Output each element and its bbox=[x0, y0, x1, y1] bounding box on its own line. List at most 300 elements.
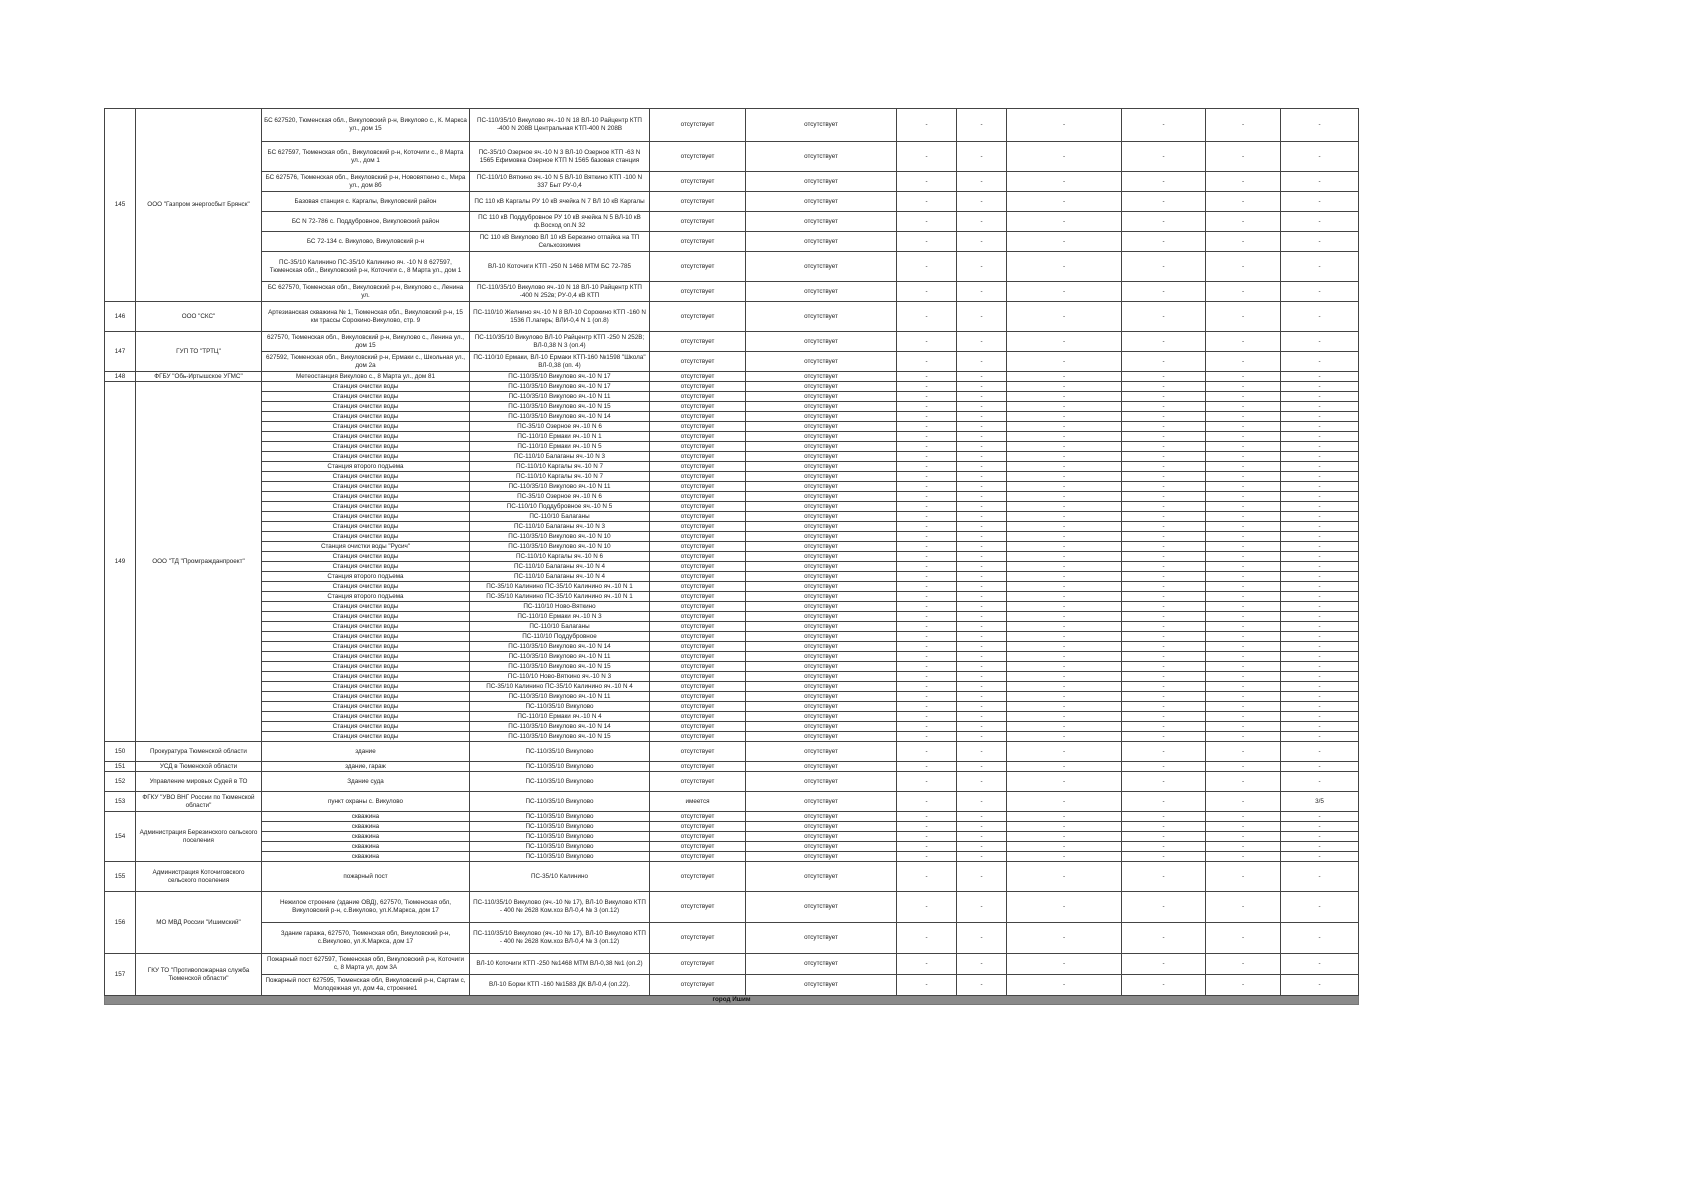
status-cell-1: отсутствует bbox=[650, 662, 746, 672]
power-source-cell: ВЛ-10 Коточиги КТП -250 N 1468 МТМ БС 72-785 bbox=[470, 252, 650, 282]
dash-cell: - bbox=[1122, 412, 1206, 422]
dash-cell: - bbox=[1122, 892, 1206, 923]
dash-cell: - bbox=[957, 482, 1007, 492]
object-address-cell: Здание суда bbox=[262, 772, 470, 792]
object-address-cell: Станция очистки воды bbox=[262, 512, 470, 522]
table-row bbox=[105, 612, 1359, 622]
power-source-cell: ПС 110 кВ Каргалы РУ 10 кВ ячейка N 7 ВЛ 10 кВ Каргалы bbox=[470, 192, 650, 212]
power-source-cell: ПС-35/10 Калинино ПС-35/10 Калинино яч.-10 N 1 bbox=[470, 592, 650, 602]
dash-cell: - bbox=[957, 542, 1007, 552]
power-source-cell: ПС-110/35/10 Викулово яч.-10 N 10 bbox=[470, 532, 650, 542]
object-address-cell: здание bbox=[262, 742, 470, 762]
status-cell-1: отсутствует bbox=[650, 492, 746, 502]
dash-cell: - bbox=[957, 742, 1007, 762]
dash-cell: - bbox=[897, 432, 957, 442]
dash-cell: - bbox=[1206, 702, 1281, 712]
dash-cell: - bbox=[1007, 702, 1122, 712]
dash-cell: - bbox=[1206, 109, 1281, 142]
dash-cell: - bbox=[957, 812, 1007, 822]
dash-cell: - bbox=[957, 142, 1007, 172]
status-cell-1: отсутствует bbox=[650, 422, 746, 432]
dash-cell: - bbox=[1007, 472, 1122, 482]
last-value-cell: - bbox=[1281, 652, 1359, 662]
last-value-cell: - bbox=[1281, 682, 1359, 692]
status-cell-2: отсутствует bbox=[746, 492, 897, 502]
power-source-cell: ПС-110/10 Ново-Вяткино bbox=[470, 602, 650, 612]
object-address-cell: ПС-35/10 Калинино ПС-35/10 Калинино яч. -10 N 8 627597, Тюменская обл., Викуловский р-н, Коточиги с., 8 Марта ул., дом 1 bbox=[262, 252, 470, 282]
object-address-cell: Станция очистки воды bbox=[262, 422, 470, 432]
table-row bbox=[105, 109, 1359, 142]
status-cell-2: отсутствует bbox=[746, 712, 897, 722]
object-address-cell: Станция очистки воды bbox=[262, 732, 470, 742]
last-value-cell: - bbox=[1281, 742, 1359, 762]
power-source-cell: ПС-110/35/10 Викулово (яч.-10 № 17), ВЛ-10 Викулово КТП - 400 № 2628 Ком.хоз ВЛ-0,4 № 3 (оп.12) bbox=[470, 892, 650, 923]
table-row bbox=[105, 352, 1359, 372]
object-address-cell: Пожарный пост 627595, Тюменская обл, Викуловский р-н, Сартам с, Молодежная ул, дом 4а, строение1 bbox=[262, 975, 470, 996]
dash-cell: - bbox=[1007, 592, 1122, 602]
dash-cell: - bbox=[897, 412, 957, 422]
dash-cell: - bbox=[1206, 282, 1281, 302]
dash-cell: - bbox=[897, 702, 957, 712]
dash-cell: - bbox=[1122, 772, 1206, 792]
status-cell-1: отсутствует bbox=[650, 332, 746, 352]
object-address-cell: Станция очистки воды bbox=[262, 492, 470, 502]
status-cell-1: отсутствует bbox=[650, 842, 746, 852]
status-cell-1: отсутствует bbox=[650, 954, 746, 975]
power-source-cell: ПС-110/10 Ермаки яч.-10 N 1 bbox=[470, 432, 650, 442]
dash-cell: - bbox=[1206, 862, 1281, 892]
dash-cell: - bbox=[1206, 372, 1281, 382]
object-address-cell: Станция очистки воды bbox=[262, 642, 470, 652]
table-row bbox=[105, 742, 1359, 762]
power-source-cell: ПС-110/10 Поддубровное bbox=[470, 632, 650, 642]
dash-cell: - bbox=[1206, 562, 1281, 572]
power-source-cell: ПС-110/35/10 Викулово bbox=[470, 812, 650, 822]
dash-cell: - bbox=[1122, 522, 1206, 532]
table-row bbox=[105, 372, 1359, 382]
dash-cell: - bbox=[1007, 252, 1122, 282]
status-cell-2: отсутствует bbox=[746, 632, 897, 642]
dash-cell: - bbox=[957, 402, 1007, 412]
dash-cell: - bbox=[897, 892, 957, 923]
last-value-cell: - bbox=[1281, 422, 1359, 432]
table-row bbox=[105, 632, 1359, 642]
table-row bbox=[105, 472, 1359, 482]
row-number-cell: 150 bbox=[105, 742, 136, 762]
dash-cell: - bbox=[1007, 282, 1122, 302]
power-source-cell: ПС-110/10 Балаганы bbox=[470, 512, 650, 522]
object-address-cell: Базовая станция с. Каргалы, Викуловский район bbox=[262, 192, 470, 212]
dash-cell: - bbox=[1007, 392, 1122, 402]
table-row bbox=[105, 462, 1359, 472]
status-cell-2: отсутствует bbox=[746, 472, 897, 482]
dash-cell: - bbox=[1206, 452, 1281, 462]
table-row bbox=[105, 832, 1359, 842]
power-source-cell: ПС-110/35/10 Викулово яч.-10 N 18 ВЛ-10 Райцентр КТП -400 N 252в; РУ-0,4 кВ КТП bbox=[470, 282, 650, 302]
dash-cell: - bbox=[897, 682, 957, 692]
dash-cell: - bbox=[1007, 382, 1122, 392]
status-cell-1: отсутствует bbox=[650, 552, 746, 562]
dash-cell: - bbox=[1122, 582, 1206, 592]
last-value-cell: - bbox=[1281, 392, 1359, 402]
status-cell-2: отсутствует bbox=[746, 172, 897, 192]
dash-cell: - bbox=[957, 892, 1007, 923]
dash-cell: - bbox=[897, 302, 957, 332]
dash-cell: - bbox=[957, 712, 1007, 722]
table-row bbox=[105, 332, 1359, 352]
dash-cell: - bbox=[1122, 172, 1206, 192]
object-address-cell: Станция очистки воды bbox=[262, 522, 470, 532]
dash-cell: - bbox=[957, 472, 1007, 482]
table-row bbox=[105, 792, 1359, 812]
status-cell-1: отсутствует bbox=[650, 372, 746, 382]
last-value-cell: - bbox=[1281, 702, 1359, 712]
last-value-cell: - bbox=[1281, 282, 1359, 302]
table-row bbox=[105, 622, 1359, 632]
dash-cell: - bbox=[897, 852, 957, 862]
dash-cell: - bbox=[1122, 402, 1206, 412]
status-cell-2: отсутствует bbox=[746, 552, 897, 562]
dash-cell: - bbox=[1122, 762, 1206, 772]
dash-cell: - bbox=[1122, 612, 1206, 622]
object-address-cell: Станция очистки воды bbox=[262, 712, 470, 722]
dash-cell: - bbox=[1122, 482, 1206, 492]
status-cell-2: отсутствует bbox=[746, 772, 897, 792]
power-source-cell: ПС-110/35/10 Викулово яч.-10 N 14 bbox=[470, 642, 650, 652]
table-row bbox=[105, 692, 1359, 702]
dash-cell: - bbox=[957, 732, 1007, 742]
table-row bbox=[105, 923, 1359, 954]
last-value-cell: - bbox=[1281, 662, 1359, 672]
dash-cell: - bbox=[1122, 852, 1206, 862]
dash-cell: - bbox=[957, 282, 1007, 302]
status-cell-2: отсутствует bbox=[746, 812, 897, 822]
power-source-cell: ПС-110/35/10 Викулово bbox=[470, 772, 650, 792]
power-source-cell: ПС-110/35/10 Викулово ВЛ-10 Райцентр КТП -250 N 252В; ВЛ-0,38 N 3 (оп.4) bbox=[470, 332, 650, 352]
object-address-cell: скважина bbox=[262, 852, 470, 862]
status-cell-2: отсутствует bbox=[746, 542, 897, 552]
status-cell-2: отсутствует bbox=[746, 562, 897, 572]
dash-cell: - bbox=[957, 954, 1007, 975]
dash-cell: - bbox=[1206, 142, 1281, 172]
object-address-cell: здание, гараж bbox=[262, 762, 470, 772]
last-value-cell: - bbox=[1281, 672, 1359, 682]
object-address-cell: Станция очистки воды bbox=[262, 702, 470, 712]
status-cell-1: отсутствует bbox=[650, 502, 746, 512]
status-cell-1: имеется bbox=[650, 792, 746, 812]
dash-cell: - bbox=[957, 582, 1007, 592]
last-value-cell: - bbox=[1281, 472, 1359, 482]
last-value-cell: - bbox=[1281, 832, 1359, 842]
object-address-cell: Станция очистки воды "Русич" bbox=[262, 542, 470, 552]
object-address-cell: Станция очистки воды bbox=[262, 682, 470, 692]
table-row bbox=[105, 602, 1359, 612]
dash-cell: - bbox=[897, 332, 957, 352]
last-value-cell: - bbox=[1281, 232, 1359, 252]
table-row bbox=[105, 682, 1359, 692]
status-cell-1: отсутствует bbox=[650, 282, 746, 302]
last-value-cell: - bbox=[1281, 109, 1359, 142]
dash-cell: - bbox=[1007, 692, 1122, 702]
last-value-cell: - bbox=[1281, 192, 1359, 212]
object-address-cell: БС 627520, Тюменская обл., Викуловский р-н, Викулово с., К. Маркса ул., дом 15 bbox=[262, 109, 470, 142]
dash-cell: - bbox=[897, 172, 957, 192]
last-value-cell: - bbox=[1281, 612, 1359, 622]
dash-cell: - bbox=[1122, 692, 1206, 702]
dash-cell: - bbox=[1206, 622, 1281, 632]
dash-cell: - bbox=[1007, 552, 1122, 562]
dash-cell: - bbox=[897, 862, 957, 892]
status-cell-1: отсутствует bbox=[650, 822, 746, 832]
table-row bbox=[105, 432, 1359, 442]
table-row bbox=[105, 252, 1359, 282]
last-value-cell: - bbox=[1281, 852, 1359, 862]
organization-cell: ООО "Газпром энергосбыт Брянск" bbox=[136, 109, 262, 302]
last-value-cell: - bbox=[1281, 712, 1359, 722]
dash-cell: - bbox=[897, 382, 957, 392]
table-row bbox=[105, 672, 1359, 682]
dash-cell: - bbox=[957, 212, 1007, 232]
dash-cell: - bbox=[897, 662, 957, 672]
dash-cell: - bbox=[1206, 722, 1281, 732]
dash-cell: - bbox=[897, 472, 957, 482]
status-cell-1: отсутствует bbox=[650, 212, 746, 232]
dash-cell: - bbox=[1007, 975, 1122, 996]
dash-cell: - bbox=[1122, 422, 1206, 432]
power-source-cell: ПС 110 кВ Поддубровное РУ 10 кВ ячейка N 5 ВЛ-10 кВ ф.Восход оп.N 32 bbox=[470, 212, 650, 232]
status-cell-2: отсутствует bbox=[746, 642, 897, 652]
power-source-cell: ПС-110/10 Балаганы bbox=[470, 622, 650, 632]
status-cell-2: отсутствует bbox=[746, 232, 897, 252]
power-source-cell: ПС-35/10 Озерное яч.-10 N 6 bbox=[470, 422, 650, 432]
object-address-cell: Станция очистки воды bbox=[262, 552, 470, 562]
status-cell-2: отсутствует bbox=[746, 502, 897, 512]
dash-cell: - bbox=[1206, 572, 1281, 582]
status-cell-1: отсутствует bbox=[650, 602, 746, 612]
dash-cell: - bbox=[897, 923, 957, 954]
table-row bbox=[105, 402, 1359, 412]
status-cell-2: отсутствует bbox=[746, 452, 897, 462]
power-source-cell: ПС 110 кВ Викулово ВЛ 10 кВ Березино отпайка на ТП Сельхозхимия bbox=[470, 232, 650, 252]
dash-cell: - bbox=[1122, 632, 1206, 642]
row-number-cell: 149 bbox=[105, 382, 136, 742]
dash-cell: - bbox=[1206, 662, 1281, 672]
dash-cell: - bbox=[897, 452, 957, 462]
status-cell-2: отсутствует bbox=[746, 612, 897, 622]
dash-cell: - bbox=[897, 602, 957, 612]
dash-cell: - bbox=[897, 712, 957, 722]
dash-cell: - bbox=[1206, 492, 1281, 502]
power-source-cell: ПС-110/10 Каргалы яч.-10 N 7 bbox=[470, 472, 650, 482]
status-cell-1: отсутствует bbox=[650, 652, 746, 662]
dash-cell: - bbox=[1007, 352, 1122, 372]
dash-cell: - bbox=[1122, 472, 1206, 482]
dash-cell: - bbox=[957, 502, 1007, 512]
dash-cell: - bbox=[1206, 762, 1281, 772]
organization-cell: Администрация Коточиговского сельского поселения bbox=[136, 862, 262, 892]
dash-cell: - bbox=[957, 562, 1007, 572]
status-cell-2: отсутствует bbox=[746, 402, 897, 412]
dash-cell: - bbox=[1007, 742, 1122, 762]
dash-cell: - bbox=[1007, 522, 1122, 532]
dash-cell: - bbox=[1007, 662, 1122, 672]
dash-cell: - bbox=[897, 642, 957, 652]
table-row bbox=[105, 492, 1359, 502]
table-row bbox=[105, 212, 1359, 232]
object-address-cell: Станция очистки воды bbox=[262, 672, 470, 682]
object-address-cell: скважина bbox=[262, 832, 470, 842]
power-source-cell: ПС-35/10 Калинино ПС-35/10 Калинино яч.-10 N 1 bbox=[470, 582, 650, 592]
dash-cell: - bbox=[1007, 812, 1122, 822]
status-cell-1: отсутствует bbox=[650, 612, 746, 622]
dash-cell: - bbox=[1122, 954, 1206, 975]
dash-cell: - bbox=[957, 252, 1007, 282]
row-number-cell: 157 bbox=[105, 954, 136, 996]
organization-cell: ФГКУ "УВО ВНГ России по Тюменской области" bbox=[136, 792, 262, 812]
last-value-cell: - bbox=[1281, 602, 1359, 612]
status-cell-2: отсутствует bbox=[746, 822, 897, 832]
last-value-cell: - bbox=[1281, 482, 1359, 492]
dash-cell: - bbox=[957, 682, 1007, 692]
object-address-cell: Станция очистки воды bbox=[262, 632, 470, 642]
status-cell-1: отсутствует bbox=[650, 672, 746, 682]
row-number-cell: 145 bbox=[105, 109, 136, 302]
power-source-cell: ПС-110/35/10 Викулово яч.-10 N 11 bbox=[470, 392, 650, 402]
dash-cell: - bbox=[1007, 582, 1122, 592]
dash-cell: - bbox=[1122, 109, 1206, 142]
last-value-cell: - bbox=[1281, 402, 1359, 412]
power-source-cell: ПС-110/10 Балаганы яч.-10 N 4 bbox=[470, 562, 650, 572]
dash-cell: - bbox=[1007, 632, 1122, 642]
dash-cell: - bbox=[897, 822, 957, 832]
status-cell-1: отсутствует bbox=[650, 732, 746, 742]
table-row bbox=[105, 282, 1359, 302]
dash-cell: - bbox=[897, 542, 957, 552]
dash-cell: - bbox=[1007, 332, 1122, 352]
power-source-cell: ПС-35/10 Озерное яч.-10 N 3 ВЛ-10 Озерное КТП -63 N 1565 Ефимовка Озерное КТП N 1565 базовая станция bbox=[470, 142, 650, 172]
dash-cell: - bbox=[897, 842, 957, 852]
dash-cell: - bbox=[1007, 482, 1122, 492]
dash-cell: - bbox=[897, 582, 957, 592]
status-cell-2: отсутствует bbox=[746, 572, 897, 582]
spreadsheet-page bbox=[104, 108, 1358, 1005]
dash-cell: - bbox=[897, 192, 957, 212]
dash-cell: - bbox=[1206, 602, 1281, 612]
last-value-cell: - bbox=[1281, 562, 1359, 572]
power-source-cell: ПС-110/35/10 Викулово яч.-10 N 14 bbox=[470, 722, 650, 732]
dash-cell: - bbox=[957, 622, 1007, 632]
dash-cell: - bbox=[1206, 512, 1281, 522]
dash-cell: - bbox=[957, 602, 1007, 612]
dash-cell: - bbox=[957, 172, 1007, 192]
dash-cell: - bbox=[957, 722, 1007, 732]
status-cell-1: отсутствует bbox=[650, 392, 746, 402]
dash-cell: - bbox=[1206, 442, 1281, 452]
dash-cell: - bbox=[957, 412, 1007, 422]
power-source-cell: ПС-110/35/10 Викулово bbox=[470, 832, 650, 842]
status-cell-1: отсутствует bbox=[650, 442, 746, 452]
last-value-cell: - bbox=[1281, 252, 1359, 282]
dash-cell: - bbox=[1007, 712, 1122, 722]
dash-cell: - bbox=[1206, 582, 1281, 592]
status-cell-1: отсутствует bbox=[650, 302, 746, 332]
status-cell-2: отсутствует bbox=[746, 954, 897, 975]
dash-cell: - bbox=[1206, 302, 1281, 332]
status-cell-2: отсутствует bbox=[746, 672, 897, 682]
last-value-cell: - bbox=[1281, 172, 1359, 192]
dash-cell: - bbox=[1206, 842, 1281, 852]
dash-cell: - bbox=[957, 842, 1007, 852]
table-row bbox=[105, 532, 1359, 542]
table-row bbox=[105, 552, 1359, 562]
last-value-cell: - bbox=[1281, 632, 1359, 642]
dash-cell: - bbox=[1206, 332, 1281, 352]
dash-cell: - bbox=[897, 142, 957, 172]
dash-cell: - bbox=[1007, 602, 1122, 612]
dash-cell: - bbox=[1007, 492, 1122, 502]
status-cell-1: отсутствует bbox=[650, 142, 746, 172]
table-row bbox=[105, 232, 1359, 252]
last-value-cell: - bbox=[1281, 432, 1359, 442]
object-address-cell: Станция очистки воды bbox=[262, 662, 470, 672]
object-address-cell: Станция очистки воды bbox=[262, 722, 470, 732]
dash-cell: - bbox=[1122, 622, 1206, 632]
last-value-cell: - bbox=[1281, 332, 1359, 352]
dash-cell: - bbox=[897, 772, 957, 792]
last-value-cell: - bbox=[1281, 582, 1359, 592]
dash-cell: - bbox=[1206, 632, 1281, 642]
dash-cell: - bbox=[957, 192, 1007, 212]
dash-cell: - bbox=[1206, 232, 1281, 252]
last-value-cell: - bbox=[1281, 954, 1359, 975]
status-cell-1: отсутствует bbox=[650, 742, 746, 762]
power-source-cell: ПС-110/10 Ново-Вяткино яч.-10 N 3 bbox=[470, 672, 650, 682]
dash-cell: - bbox=[1122, 572, 1206, 582]
last-value-cell: - bbox=[1281, 302, 1359, 332]
status-cell-2: отсутствует bbox=[746, 512, 897, 522]
status-cell-1: отсутствует bbox=[650, 522, 746, 532]
dash-cell: - bbox=[1007, 402, 1122, 412]
status-cell-1: отсутствует bbox=[650, 852, 746, 862]
dash-cell: - bbox=[897, 212, 957, 232]
object-address-cell: Станция очистки воды bbox=[262, 502, 470, 512]
dash-cell: - bbox=[1206, 462, 1281, 472]
object-address-cell: Пожарный пост 627597, Тюменская обл, Викуловский р-н, Коточиги с, 8 Марта ул, дом 3А bbox=[262, 954, 470, 975]
last-value-cell: - bbox=[1281, 842, 1359, 852]
dash-cell: - bbox=[1007, 832, 1122, 842]
object-address-cell: Станция очистки воды bbox=[262, 382, 470, 392]
dash-cell: - bbox=[1007, 652, 1122, 662]
dash-cell: - bbox=[1206, 732, 1281, 742]
object-address-cell: скважина bbox=[262, 812, 470, 822]
dash-cell: - bbox=[1206, 392, 1281, 402]
object-address-cell: Метеостанция Викулово с., 8 Марта ул., дом 81 bbox=[262, 372, 470, 382]
dash-cell: - bbox=[897, 692, 957, 702]
last-value-cell: - bbox=[1281, 532, 1359, 542]
table-row bbox=[105, 502, 1359, 512]
dash-cell: - bbox=[957, 923, 1007, 954]
object-address-cell: БС 627576, Тюменская обл., Викуловский р-н, Нововяткино с., Мира ул., дом 8б bbox=[262, 172, 470, 192]
power-source-cell: ПС-110/35/10 Викулово bbox=[470, 742, 650, 762]
dash-cell: - bbox=[1007, 142, 1122, 172]
dash-cell: - bbox=[1122, 352, 1206, 372]
dash-cell: - bbox=[957, 652, 1007, 662]
dash-cell: - bbox=[1206, 975, 1281, 996]
dash-cell: - bbox=[1122, 232, 1206, 252]
dash-cell: - bbox=[897, 742, 957, 762]
dash-cell: - bbox=[1122, 722, 1206, 732]
last-value-cell: - bbox=[1281, 732, 1359, 742]
